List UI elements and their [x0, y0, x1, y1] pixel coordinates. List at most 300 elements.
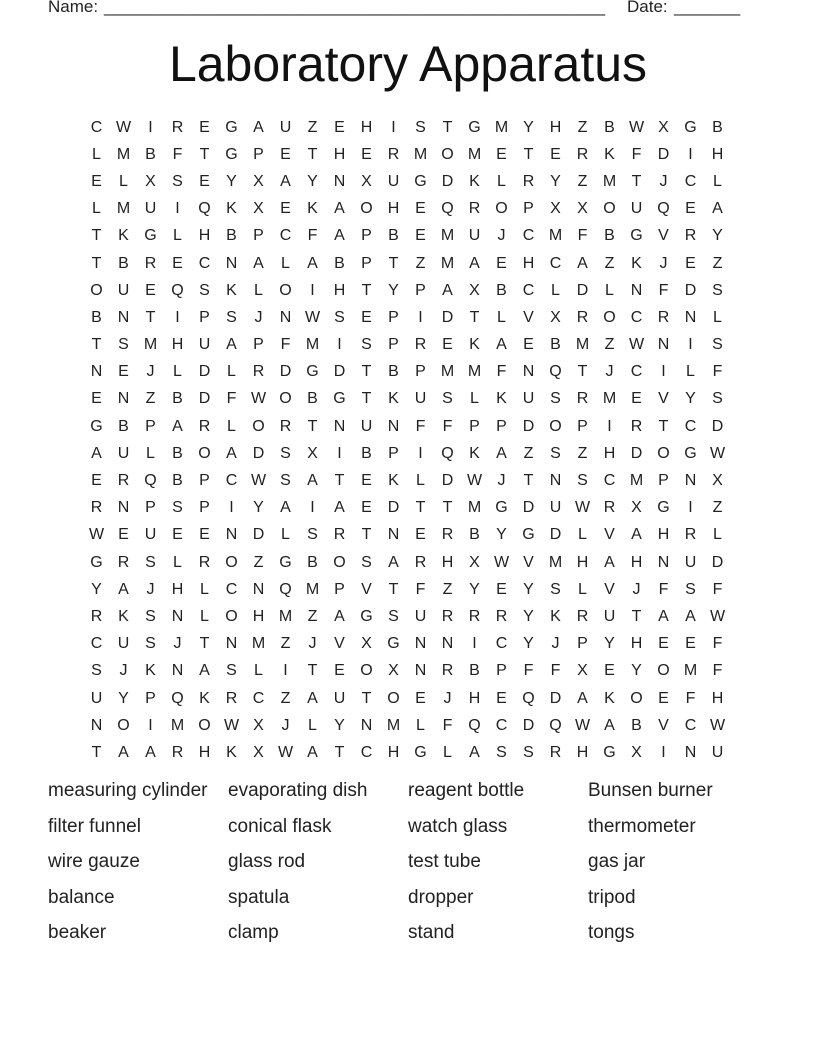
grid-cell: Y — [712, 227, 723, 245]
grid-cell: U — [117, 444, 130, 462]
grid-cell: I — [688, 336, 693, 354]
grid-cell: E — [685, 254, 696, 272]
grid-cell: F — [280, 336, 291, 354]
grid-cell: N — [630, 281, 643, 299]
grid-cell: Z — [604, 336, 615, 354]
grid-cell: Z — [253, 553, 264, 571]
grid-cell: A — [145, 743, 156, 761]
grid-cell: T — [658, 417, 669, 435]
grid-cell: I — [148, 118, 153, 136]
grid-cell: N — [225, 526, 238, 544]
grid-cell: W — [574, 716, 591, 734]
grid-cell: D — [522, 499, 535, 517]
grid-cell: S — [361, 336, 372, 354]
grid-cell: S — [145, 553, 156, 571]
grid-cell: B — [91, 308, 102, 326]
grid-cell: D — [684, 281, 697, 299]
grid-cell: W — [223, 716, 240, 734]
grid-cell: N — [387, 526, 400, 544]
grid-cell: L — [443, 743, 452, 761]
grid-cell: E — [415, 227, 426, 245]
name-blank: _____________________________________________________ — [104, 0, 606, 16]
grid-cell: F — [415, 580, 426, 598]
grid-cell: L — [497, 308, 506, 326]
grid-cell: E — [91, 172, 102, 190]
grid-cell: C — [684, 172, 697, 190]
grid-cell: U — [117, 281, 130, 299]
grid-cell: S — [145, 635, 156, 653]
grid-cell: Y — [334, 716, 345, 734]
word-bank-item: beaker — [48, 922, 107, 943]
grid-cell: Y — [550, 172, 561, 190]
grid-cell: V — [604, 526, 615, 544]
grid-cell: A — [577, 689, 588, 707]
grid-cell: H — [198, 227, 211, 245]
grid-cell: V — [604, 580, 615, 598]
grid-cell: R — [441, 607, 454, 625]
grid-cell: C — [360, 743, 373, 761]
grid-cell: G — [333, 390, 346, 408]
grid-cell: T — [523, 145, 534, 163]
grid-cell: S — [685, 580, 696, 598]
grid-cell: D — [711, 553, 724, 571]
grid-cell: D — [441, 308, 454, 326]
grid-row — [83, 658, 731, 685]
grid-cell: G — [414, 172, 427, 190]
grid-cell: E — [496, 145, 507, 163]
grid-cell: M — [548, 553, 563, 571]
grid-cell: P — [199, 308, 210, 326]
grid-cell: F — [685, 689, 696, 707]
grid-cell: X — [712, 472, 723, 490]
grid-cell: D — [711, 417, 724, 435]
grid-cell: E — [550, 145, 561, 163]
grid-cell: L — [551, 281, 560, 299]
grid-cell: P — [469, 417, 480, 435]
grid-cell: D — [441, 472, 454, 490]
grid-cell: K — [604, 689, 615, 707]
date-label: Date: — [627, 0, 668, 16]
grid-cell: E — [145, 281, 156, 299]
grid-cell: H — [711, 689, 724, 707]
grid-cell: S — [307, 526, 318, 544]
grid-cell: N — [225, 254, 238, 272]
grid-cell: Y — [523, 607, 534, 625]
grid-cell: Z — [577, 172, 588, 190]
grid-cell: X — [145, 172, 156, 190]
grid-cell: E — [91, 390, 102, 408]
grid-cell: T — [307, 145, 318, 163]
grid-cell: G — [387, 635, 400, 653]
grid-cell: E — [604, 662, 615, 680]
grid-cell: K — [226, 281, 237, 299]
grid-cell: A — [307, 689, 318, 707]
grid-cell: X — [577, 662, 588, 680]
grid-cell: H — [576, 553, 589, 571]
grid-cell: A — [334, 227, 345, 245]
grid-cell: T — [334, 743, 345, 761]
grid-cell: R — [576, 607, 589, 625]
grid-cell: Y — [469, 580, 480, 598]
grid-cell: E — [415, 526, 426, 544]
grid-cell: N — [117, 308, 130, 326]
grid-cell: T — [91, 336, 102, 354]
grid-cell: M — [548, 227, 563, 245]
grid-cell: F — [307, 227, 318, 245]
grid-cell: U — [198, 336, 211, 354]
grid-cell: R — [252, 363, 265, 381]
grid-cell: S — [280, 472, 291, 490]
grid-cell: D — [387, 499, 400, 517]
grid-cell: W — [574, 499, 591, 517]
grid-cell: K — [388, 390, 399, 408]
grid-cell: N — [117, 390, 130, 408]
grid-cell: N — [171, 662, 184, 680]
grid-cell: V — [361, 580, 372, 598]
grid-cell: P — [415, 281, 426, 299]
grid-cell: M — [440, 254, 455, 272]
grid-cell: R — [117, 553, 130, 571]
grid-cell: F — [442, 716, 453, 734]
grid-cell: W — [628, 118, 645, 136]
grid-cell: B — [361, 444, 372, 462]
grid-cell: K — [388, 472, 399, 490]
grid-cell: R — [522, 172, 535, 190]
grid-cell: B — [118, 254, 129, 272]
grid-cell: J — [659, 254, 668, 272]
grid-cell: M — [629, 472, 644, 490]
grid-cell: N — [90, 716, 103, 734]
grid-cell: G — [90, 417, 103, 435]
grid-cell: R — [90, 499, 103, 517]
grid-cell: S — [577, 472, 588, 490]
grid-cell: A — [442, 281, 453, 299]
grid-cell: A — [307, 743, 318, 761]
grid-cell: P — [253, 336, 264, 354]
grid-cell: A — [280, 172, 291, 190]
grid-cell: K — [118, 227, 129, 245]
grid-cell: B — [469, 526, 480, 544]
grid-cell: E — [496, 580, 507, 598]
grid-cell: X — [469, 553, 480, 571]
grid-cell: A — [388, 553, 399, 571]
grid-cell: Z — [145, 390, 156, 408]
grid-cell: J — [254, 308, 263, 326]
grid-cell: E — [172, 254, 183, 272]
grid-cell: I — [418, 308, 423, 326]
grid-cell: D — [198, 390, 211, 408]
grid-cell: E — [199, 526, 210, 544]
grid-cell: O — [252, 417, 265, 435]
grid-cell: R — [603, 499, 616, 517]
grid-cell: G — [414, 743, 427, 761]
grid-row — [83, 413, 731, 440]
grid-cell: G — [306, 363, 319, 381]
grid-cell: O — [603, 308, 616, 326]
grid-cell: R — [441, 526, 454, 544]
grid-cell: E — [172, 526, 183, 544]
grid-cell: A — [469, 743, 480, 761]
grid-row — [83, 168, 731, 195]
grid-cell: T — [307, 662, 318, 680]
grid-row — [83, 549, 731, 576]
grid-cell: P — [388, 336, 399, 354]
grid-cell: B — [604, 227, 615, 245]
grid-cell: I — [310, 281, 315, 299]
grid-cell: W — [709, 444, 726, 462]
word-bank-item: clamp — [228, 922, 279, 943]
grid-cell: M — [305, 336, 320, 354]
grid-cell: O — [333, 553, 346, 571]
grid-row — [83, 576, 731, 603]
word-bank-item: wire gauze — [48, 851, 140, 872]
grid-cell: M — [440, 363, 455, 381]
grid-cell: F — [658, 580, 669, 598]
grid-row — [83, 739, 731, 766]
grid-cell: A — [631, 526, 642, 544]
grid-cell: T — [199, 145, 210, 163]
grid-cell: M — [602, 390, 617, 408]
word-bank-item: watch glass — [408, 815, 508, 837]
grid-cell: N — [414, 635, 427, 653]
grid-cell: J — [497, 472, 506, 490]
grid-cell: M — [143, 336, 158, 354]
grid-cell: I — [688, 145, 693, 163]
grid-cell: D — [630, 444, 643, 462]
grid-cell: H — [387, 743, 400, 761]
grid-cell: V — [334, 635, 345, 653]
grid-cell: B — [712, 118, 723, 136]
grid-cell: R — [387, 145, 400, 163]
grid-cell: E — [199, 118, 210, 136]
grid-cell: B — [307, 553, 318, 571]
grid-cell: Z — [307, 118, 318, 136]
grid-cell: Z — [415, 254, 426, 272]
grid-cell: B — [388, 363, 399, 381]
grid-cell: D — [441, 172, 454, 190]
grid-cell: O — [387, 689, 400, 707]
grid-cell: E — [685, 200, 696, 218]
grid-cell: M — [278, 607, 293, 625]
grid-cell: R — [495, 607, 508, 625]
grid-cell: S — [91, 662, 102, 680]
grid-cell: Z — [307, 607, 318, 625]
word-bank-item: tongs — [588, 922, 635, 943]
grid-cell: C — [495, 635, 508, 653]
grid-cell: B — [334, 254, 345, 272]
letter-grid — [83, 114, 731, 767]
grid-cell: T — [442, 499, 453, 517]
grid-cell: T — [388, 254, 399, 272]
grid-cell: G — [225, 118, 238, 136]
grid-cell: V — [658, 227, 669, 245]
grid-cell: K — [496, 390, 507, 408]
grid-cell: A — [496, 336, 507, 354]
grid-cell: B — [604, 118, 615, 136]
grid-cell: O — [198, 444, 211, 462]
grid-cell: Q — [198, 200, 211, 218]
grid-cell: B — [226, 227, 237, 245]
grid-cell: J — [443, 689, 452, 707]
grid-cell: L — [578, 580, 587, 598]
grid-cell: L — [254, 281, 263, 299]
grid-cell: M — [467, 145, 482, 163]
grid-cell: X — [307, 444, 318, 462]
grid-cell: A — [334, 607, 345, 625]
grid-cell: L — [173, 363, 182, 381]
grid-cell: C — [684, 716, 697, 734]
grid-cell: L — [227, 417, 236, 435]
grid-cell: T — [361, 526, 372, 544]
grid-cell: T — [442, 118, 453, 136]
grid-cell: T — [631, 172, 642, 190]
grid-cell: A — [469, 254, 480, 272]
grid-cell: Y — [604, 635, 615, 653]
grid-cell: Z — [523, 444, 534, 462]
grid-cell: U — [360, 417, 373, 435]
grid-cell: R — [144, 254, 157, 272]
grid-cell: C — [549, 254, 562, 272]
grid-row — [83, 359, 731, 386]
grid-row — [83, 196, 731, 223]
grid-cell: H — [333, 145, 346, 163]
grid-cell: C — [522, 281, 535, 299]
grid-cell: B — [631, 716, 642, 734]
grid-cell: N — [522, 363, 535, 381]
grid-row — [83, 304, 731, 331]
grid-cell: U — [90, 689, 103, 707]
word-bank-item: spatula — [228, 886, 290, 908]
grid-cell: B — [496, 281, 507, 299]
grid-cell: F — [658, 281, 669, 299]
grid-cell: H — [333, 281, 346, 299]
grid-cell: E — [658, 689, 669, 707]
word-bank-item: measuring cylinder — [48, 780, 208, 801]
grid-cell: A — [334, 499, 345, 517]
grid-cell: A — [280, 499, 291, 517]
grid-cell: P — [199, 499, 210, 517]
grid-cell: X — [658, 118, 669, 136]
grid-cell: M — [413, 145, 428, 163]
grid-cell: K — [631, 254, 642, 272]
grid-cell: O — [657, 444, 670, 462]
grid-cell: N — [387, 417, 400, 435]
grid-row — [83, 712, 731, 739]
grid-cell: R — [198, 553, 211, 571]
grid-cell: K — [199, 689, 210, 707]
word-bank-item: Bunsen burner — [588, 780, 713, 801]
grid-row — [83, 467, 731, 494]
grid-cell: W — [466, 472, 483, 490]
grid-cell: Y — [523, 635, 534, 653]
grid-cell: G — [603, 743, 616, 761]
grid-cell: I — [391, 118, 396, 136]
grid-cell: A — [496, 444, 507, 462]
grid-cell: F — [631, 145, 642, 163]
grid-cell: A — [172, 417, 183, 435]
grid-cell: R — [630, 417, 643, 435]
grid-cell: L — [173, 553, 182, 571]
grid-cell: F — [712, 635, 723, 653]
grid-cell: S — [145, 607, 156, 625]
grid-cell: Q — [279, 580, 292, 598]
grid-cell: L — [713, 172, 722, 190]
grid-row — [83, 114, 731, 141]
grid-cell: Y — [226, 172, 237, 190]
grid-cell: B — [118, 417, 129, 435]
grid-cell: C — [90, 118, 103, 136]
grid-cell: G — [225, 145, 238, 163]
grid-cell: D — [522, 716, 535, 734]
grid-cell: L — [227, 363, 236, 381]
grid-cell: A — [334, 200, 345, 218]
grid-cell: O — [441, 145, 454, 163]
grid-cell: J — [146, 363, 155, 381]
grid-cell: W — [628, 336, 645, 354]
grid-cell: P — [415, 363, 426, 381]
grid-cell: N — [441, 635, 454, 653]
grid-cell: G — [90, 553, 103, 571]
grid-cell: D — [252, 526, 265, 544]
grid-cell: C — [252, 689, 265, 707]
grid-cell: P — [577, 417, 588, 435]
grid-cell: M — [386, 716, 401, 734]
grid-cell: H — [360, 118, 373, 136]
grid-cell: K — [469, 336, 480, 354]
grid-cell: E — [496, 689, 507, 707]
grid-cell: W — [709, 716, 726, 734]
grid-cell: L — [254, 662, 263, 680]
grid-cell: H — [171, 336, 184, 354]
grid-cell: S — [712, 281, 723, 299]
grid-cell: I — [337, 336, 342, 354]
grid-cell: D — [279, 363, 292, 381]
grid-cell: L — [713, 308, 722, 326]
word-bank-item: dropper — [408, 886, 474, 908]
grid-cell: C — [630, 308, 643, 326]
grid-cell: K — [118, 607, 129, 625]
grid-cell: R — [684, 227, 697, 245]
grid-cell: W — [250, 390, 267, 408]
grid-cell: U — [144, 526, 157, 544]
grid-cell: L — [416, 716, 425, 734]
grid-cell: K — [604, 145, 615, 163]
grid-cell: L — [470, 390, 479, 408]
grid-cell: L — [119, 172, 128, 190]
grid-cell: X — [253, 743, 264, 761]
grid-cell: S — [334, 308, 345, 326]
date-blank: _______ — [674, 0, 741, 16]
grid-cell: Z — [712, 254, 723, 272]
grid-cell: U — [468, 227, 481, 245]
grid-cell: Y — [685, 390, 696, 408]
grid-cell: V — [658, 716, 669, 734]
grid-cell: F — [712, 580, 723, 598]
grid-cell: F — [496, 363, 507, 381]
grid-cell: A — [91, 444, 102, 462]
grid-cell: E — [118, 363, 129, 381]
grid-cell: J — [551, 635, 560, 653]
grid-cell: R — [576, 390, 589, 408]
grid-cell: X — [361, 172, 372, 190]
grid-cell: N — [333, 172, 346, 190]
grid-cell: I — [661, 363, 666, 381]
grid-cell: R — [414, 553, 427, 571]
grid-cell: A — [658, 607, 669, 625]
grid-cell: U — [630, 200, 643, 218]
grid-cell: J — [308, 635, 317, 653]
grid-cell: R — [279, 417, 292, 435]
